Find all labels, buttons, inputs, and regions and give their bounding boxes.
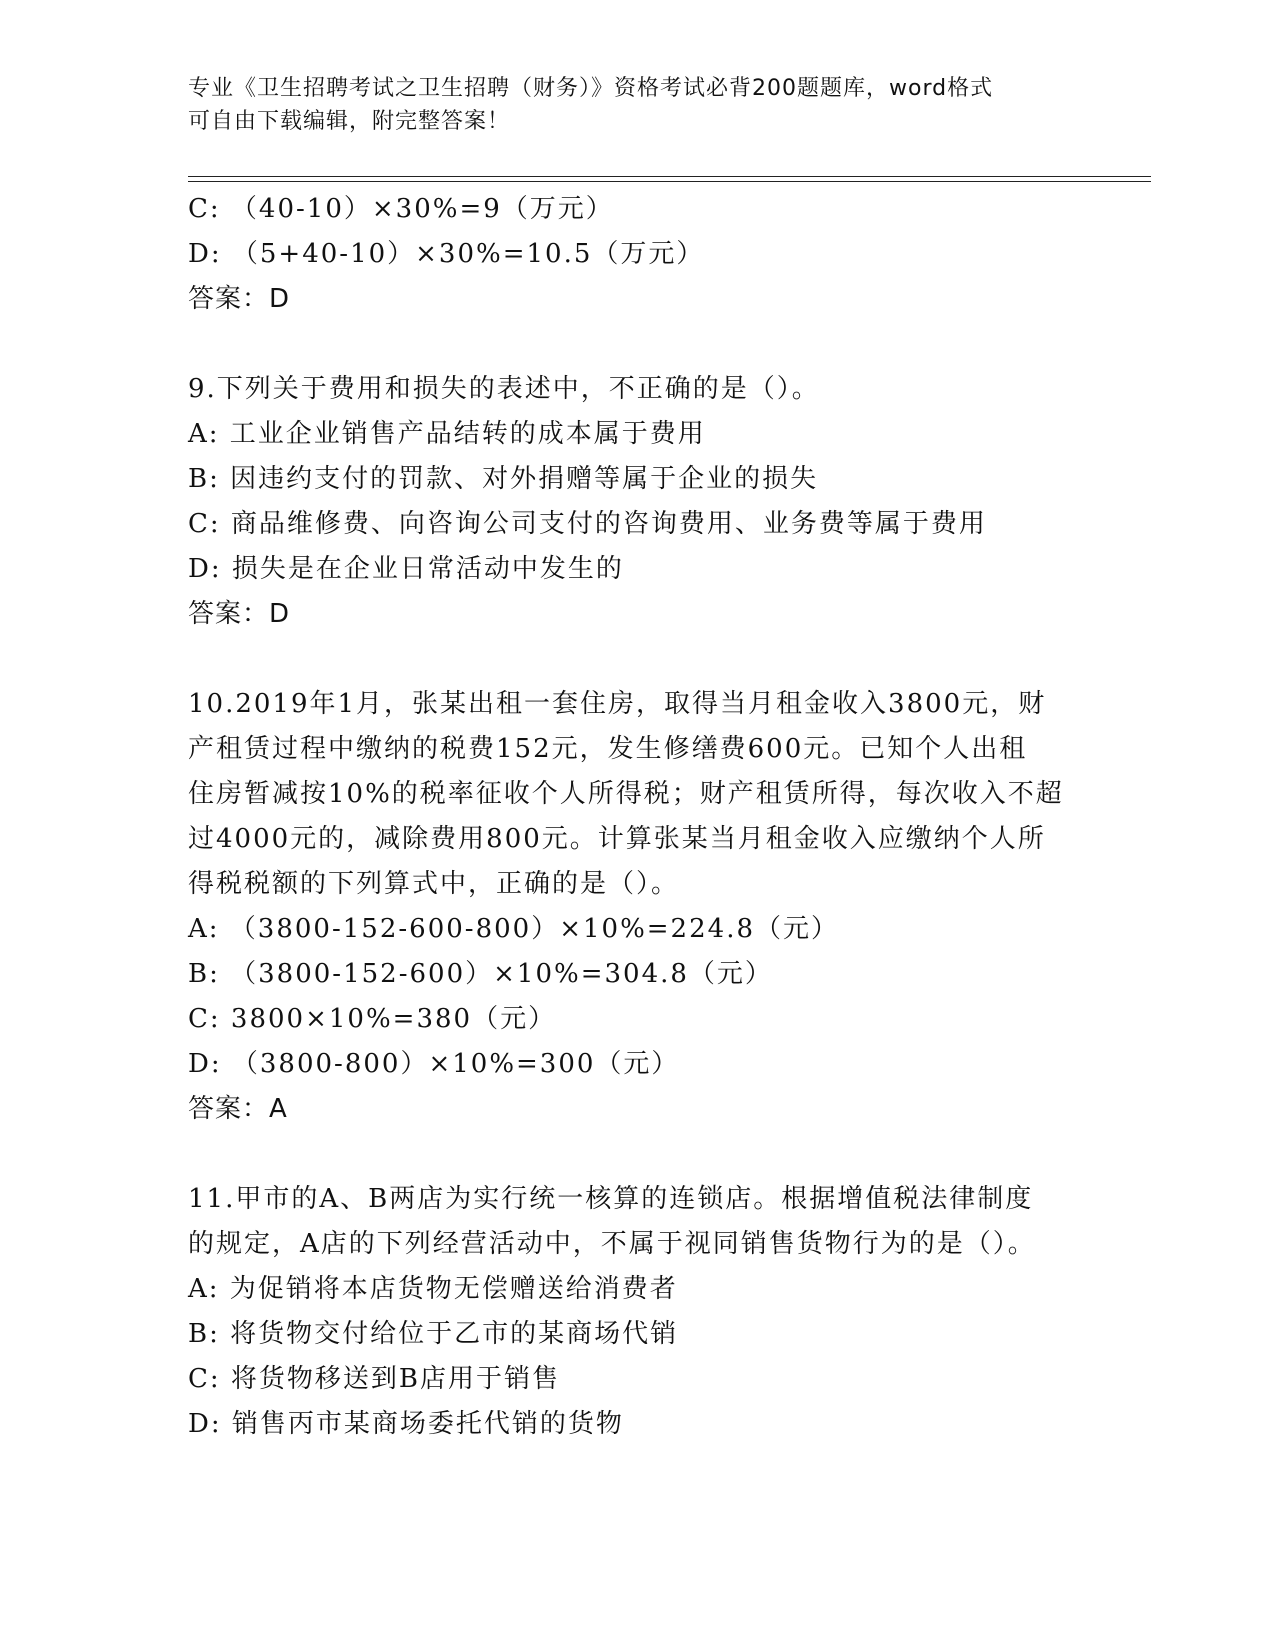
header-divider-top (188, 176, 1151, 177)
option-b: B: 因违约支付的罚款、对外捐赠等属于企业的损失 (188, 464, 819, 494)
question-stem-line: 11.甲市的A、B两店为实行统一核算的连锁店。根据增值税法律制度 (188, 1184, 1034, 1214)
option-d: D: 损失是在企业日常活动中发生的 (188, 554, 624, 584)
spacer (188, 322, 1088, 367)
question-11 (188, 1177, 1088, 1447)
option-b: B: （3800-152-600）×10%=304.8（元） (188, 959, 773, 989)
option-a: A: 为促销将本店货物无偿赠送给消费者 (188, 1274, 678, 1304)
question-stem-line: 住房暂减按10%的税率征收个人所得税；财产租赁所得，每次收入不超 (188, 779, 1064, 809)
spacer (188, 1132, 1088, 1177)
header-divider-bottom (188, 181, 1151, 182)
option-b: B: 将货物交付给位于乙市的某商场代销 (188, 1319, 679, 1349)
option-c: C: 将货物移送到B店用于销售 (188, 1364, 561, 1394)
option-c: C: 商品维修费、向咨询公司支付的咨询费用、业务费等属于费用 (188, 509, 987, 539)
option-d: D: （3800-800）×10%=300（元） (188, 1049, 680, 1079)
question-stem-line: 产租赁过程中缴纳的税费152元，发生修缮费600元。已知个人出租 (188, 734, 1028, 764)
question-stem-line: 的规定，A店的下列经营活动中，不属于视同销售货物行为的是（）。 (188, 1229, 1036, 1259)
question-stem-line: 得税税额的下列算式中，正确的是（）。 (188, 869, 680, 899)
question-10 (188, 682, 1088, 1132)
header-line-2: 可自由下载编辑，附完整答案！ (188, 109, 511, 134)
answer: 答案：D (188, 284, 291, 314)
header-line-1: 专业《卫生招聘考试之卫生招聘（财务）》资格考试必背200题题库，word格式 (188, 76, 994, 101)
question-stem: 9.下列关于费用和损失的表述中，不正确的是（）。 (188, 374, 820, 404)
answer: 答案：D (188, 599, 291, 629)
option-c: C: （40-10）×30%=9（万元） (188, 194, 614, 224)
question-content (188, 187, 1088, 1447)
answer: 答案：A (188, 1094, 288, 1124)
question-9 (188, 367, 1088, 637)
question-8-tail (188, 187, 1088, 322)
option-a: A: （3800-152-600-800）×10%=224.8（元） (188, 914, 839, 944)
option-a: A: 工业企业销售产品结转的成本属于费用 (188, 419, 706, 449)
spacer (188, 637, 1088, 682)
question-stem-line: 过4000元的，减除费用800元。计算张某当月租金收入应缴纳个人所 (188, 824, 1046, 854)
option-d: D: （5+40-10）×30%=10.5（万元） (188, 239, 705, 269)
question-stem-line: 10.2019年1月，张某出租一套住房，取得当月租金收入3800元，财 (188, 689, 1047, 719)
option-c: C: 3800×10%=380（元） (188, 1004, 557, 1034)
document-header (188, 72, 1068, 138)
option-d: D: 销售丙市某商场委托代销的货物 (188, 1409, 624, 1439)
